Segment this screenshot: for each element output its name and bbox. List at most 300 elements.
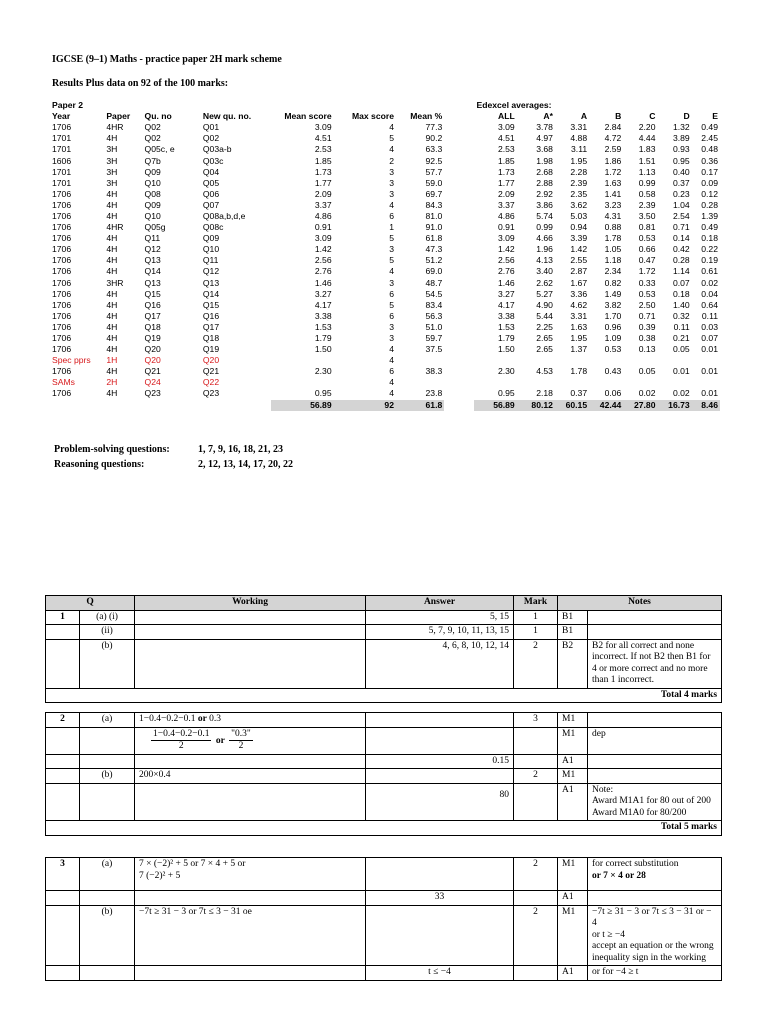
results-cell: 2.55 bbox=[570, 255, 588, 266]
results-cell: Q08c bbox=[202, 222, 224, 233]
q1-row-b bbox=[46, 639, 722, 688]
results-cell: 4H bbox=[106, 210, 118, 221]
working-cell bbox=[135, 754, 366, 769]
results-cell: 1706 bbox=[52, 388, 72, 399]
column-header: Max score bbox=[351, 111, 394, 122]
results-cell: 1.39 bbox=[701, 210, 718, 221]
results-cell: 2.65 bbox=[536, 333, 553, 344]
results-cell: 0.36 bbox=[701, 155, 718, 166]
results-cell: Q15 bbox=[144, 288, 161, 299]
results-cell: 1.73 bbox=[314, 166, 332, 177]
results-cell: 1706 bbox=[52, 188, 72, 199]
question-number bbox=[46, 727, 80, 754]
results-cell: 1.72 bbox=[638, 266, 656, 277]
results-cell: 3.62 bbox=[570, 199, 588, 210]
results-cell bbox=[692, 355, 720, 366]
results-cell: Q13 bbox=[144, 255, 161, 266]
problem-solving-label: Problem-solving questions: bbox=[54, 444, 170, 455]
results-cell: 1701 bbox=[52, 166, 72, 177]
results-cell: 0.38 bbox=[638, 333, 656, 344]
results-cell bbox=[444, 388, 474, 399]
results-cell: Q09 bbox=[202, 233, 220, 244]
results-cell: Q03c bbox=[202, 155, 224, 166]
problem-solving-row bbox=[54, 443, 293, 456]
column-header: Mean % bbox=[410, 111, 443, 122]
results-cell: 4HR bbox=[106, 122, 124, 133]
part-label bbox=[80, 966, 135, 981]
results-cell bbox=[444, 278, 474, 289]
results-cell: 57.7 bbox=[425, 166, 443, 177]
results-cell: 3.38 bbox=[497, 310, 515, 321]
results-cell: Q21 bbox=[144, 366, 161, 377]
results-cell: 4.88 bbox=[570, 133, 588, 144]
results-cell: Q10 bbox=[144, 177, 161, 188]
results-cell: 2H bbox=[106, 377, 118, 388]
results-cell: 0.39 bbox=[638, 321, 656, 332]
results-cell: 0.02 bbox=[672, 388, 690, 399]
fraction-denominator: 2 bbox=[238, 741, 244, 751]
results-cell: 1606 bbox=[52, 155, 72, 166]
results-cell: 4H bbox=[106, 388, 118, 399]
results-cell: 1.51 bbox=[638, 155, 656, 166]
results-cell: 3 bbox=[389, 166, 394, 177]
results-cell: 1701 bbox=[52, 144, 72, 155]
results-cell bbox=[271, 377, 333, 388]
results-cell: 1.46 bbox=[497, 277, 515, 288]
results-cell: 1706 bbox=[52, 266, 72, 277]
results-cell: 0.09 bbox=[701, 177, 718, 188]
mark-code: A1 bbox=[558, 783, 588, 821]
part-label: (a) bbox=[80, 713, 135, 728]
results-cell: 2.76 bbox=[314, 266, 332, 277]
mark-scheme-q3 bbox=[45, 857, 722, 981]
column-header: Mean score bbox=[284, 111, 332, 122]
results-cell: 5 bbox=[389, 233, 394, 244]
results-cell: 1.95 bbox=[570, 333, 588, 344]
results-cell: 4.62 bbox=[570, 299, 588, 310]
results-cell: 1706 bbox=[52, 255, 72, 266]
results-cell bbox=[658, 355, 692, 366]
results-cell bbox=[444, 167, 474, 178]
question-number bbox=[46, 754, 80, 769]
results-cell: Q14 bbox=[144, 266, 161, 277]
results-row bbox=[50, 377, 720, 388]
column-header: ALL bbox=[498, 111, 515, 122]
results-cell: 1706 bbox=[52, 299, 72, 310]
results-cell: Q12 bbox=[144, 244, 161, 255]
results-cell: 4H bbox=[106, 244, 118, 255]
results-cell: 63.3 bbox=[425, 144, 443, 155]
results-cell: Q02 bbox=[144, 133, 161, 144]
total-cell bbox=[201, 400, 271, 411]
results-cell: Spec pprs bbox=[52, 355, 91, 366]
header-working: Working bbox=[135, 596, 366, 611]
results-cell: Q18 bbox=[144, 321, 161, 332]
results-cell: 1701 bbox=[52, 133, 72, 144]
results-cell: 4.53 bbox=[536, 366, 553, 377]
q2-row-b1 bbox=[46, 769, 722, 784]
results-cell bbox=[444, 344, 474, 355]
results-cell: 2.20 bbox=[638, 122, 656, 133]
results-cell bbox=[444, 189, 474, 200]
results-cell: 0.07 bbox=[672, 277, 690, 288]
results-cell: 4H bbox=[106, 133, 118, 144]
results-cell: 47.3 bbox=[425, 244, 443, 255]
results-cell: 0.04 bbox=[701, 288, 718, 299]
mark-cell bbox=[514, 966, 558, 981]
answer-cell: 33 bbox=[366, 891, 514, 906]
results-cell: 0.01 bbox=[701, 388, 718, 399]
notes-cell: B2 for all correct and none incorrect. If not B2 then B1 for 4 or more correct and no more than 1 incorrect. bbox=[588, 639, 722, 688]
results-row bbox=[50, 311, 720, 322]
results-cell: 2.50 bbox=[638, 299, 656, 310]
question-number bbox=[46, 639, 80, 688]
results-cell: 1701 bbox=[52, 177, 72, 188]
results-cell: Q19 bbox=[202, 344, 220, 355]
results-cell: 1.05 bbox=[604, 244, 622, 255]
results-cell: 3.38 bbox=[314, 310, 332, 321]
results-cell: 4 bbox=[389, 199, 394, 210]
results-cell: 0.28 bbox=[672, 255, 690, 266]
results-cell: 69.7 bbox=[425, 188, 443, 199]
results-cell: 0.42 bbox=[672, 244, 690, 255]
results-cell: Q08a,b,d,e bbox=[202, 210, 246, 221]
working-cell: 200×0.4 bbox=[135, 769, 366, 784]
results-cell: 6 bbox=[389, 310, 394, 321]
total-marks: Total 5 marks bbox=[46, 821, 722, 836]
results-cell: 3.27 bbox=[314, 288, 332, 299]
results-cell: 1.42 bbox=[570, 244, 588, 255]
results-cell bbox=[444, 255, 474, 266]
results-table bbox=[50, 100, 720, 411]
q3-row-b2 bbox=[46, 966, 722, 981]
results-cell: 5.03 bbox=[570, 210, 588, 221]
results-cell: 0.37 bbox=[672, 177, 690, 188]
results-cell: Q17 bbox=[202, 321, 220, 332]
results-cell: 4.90 bbox=[536, 299, 553, 310]
results-cell: 1.96 bbox=[536, 244, 553, 255]
results-cell: Q16 bbox=[202, 310, 220, 321]
results-cell: 0.58 bbox=[638, 188, 656, 199]
mark-cell: 2 bbox=[514, 858, 558, 891]
results-cell bbox=[444, 222, 474, 233]
results-cell: 0.05 bbox=[638, 366, 656, 377]
answer-cell bbox=[366, 769, 514, 784]
results-cell bbox=[555, 377, 589, 388]
results-row bbox=[50, 344, 720, 355]
results-cell: 4.86 bbox=[497, 210, 515, 221]
results-cell: 5 bbox=[389, 255, 394, 266]
results-cell bbox=[444, 200, 474, 211]
results-cell: 2 bbox=[389, 155, 394, 166]
edexcel-averages-label: Edexcel averages: bbox=[476, 100, 552, 111]
working-cell bbox=[135, 966, 366, 981]
results-cell: Q7b bbox=[144, 155, 161, 166]
results-cell: Q02 bbox=[144, 122, 161, 133]
working-cell bbox=[135, 610, 366, 625]
part-label bbox=[80, 754, 135, 769]
results-cell: 51.0 bbox=[425, 321, 443, 332]
results-cell: 2.28 bbox=[570, 166, 588, 177]
results-cell: 1706 bbox=[52, 288, 72, 299]
results-cell bbox=[444, 300, 474, 311]
results-cell: 2.25 bbox=[536, 321, 553, 332]
note-line: or 7 × 4 or 28 bbox=[592, 870, 646, 881]
results-cell: 0.07 bbox=[701, 333, 718, 344]
results-cell: 4.72 bbox=[604, 133, 622, 144]
working-expression: 1−0.4−0.2−0.1 bbox=[139, 714, 196, 724]
notes-cell bbox=[588, 625, 722, 640]
note-line: for correct substitution bbox=[592, 859, 679, 869]
question-types bbox=[52, 441, 295, 473]
column-header bbox=[444, 111, 474, 122]
results-cell bbox=[444, 233, 474, 244]
note-line: Award M1A1 for 80 out of 200 bbox=[592, 796, 711, 806]
results-cell: 5 bbox=[389, 299, 394, 310]
results-cell: 1.67 bbox=[570, 277, 588, 288]
results-totals-row bbox=[50, 400, 720, 411]
results-cell: Q20 bbox=[144, 355, 161, 366]
results-cell: Q22 bbox=[202, 377, 220, 388]
document-title: IGCSE (9–1) Maths - practice paper 2H mark scheme bbox=[52, 54, 282, 65]
results-cell: Q11 bbox=[202, 255, 219, 266]
results-row bbox=[50, 355, 720, 366]
results-cell: Q08 bbox=[144, 188, 161, 199]
results-cell: 0.88 bbox=[604, 222, 622, 233]
fraction bbox=[151, 729, 211, 753]
results-row bbox=[50, 200, 720, 211]
results-cell: 0.91 bbox=[497, 222, 515, 233]
results-cell bbox=[444, 178, 474, 189]
results-row bbox=[50, 300, 720, 311]
mark-code: A1 bbox=[558, 966, 588, 981]
results-row bbox=[50, 122, 720, 133]
total-cell bbox=[104, 400, 142, 411]
results-cell: 0.11 bbox=[673, 321, 690, 332]
results-cell: 3 bbox=[389, 333, 394, 344]
results-row bbox=[50, 266, 720, 277]
results-cell: 69.0 bbox=[425, 266, 443, 277]
results-cell: 4 bbox=[389, 344, 394, 355]
paper-label: Paper 2 bbox=[52, 100, 84, 111]
answer-cell: 5, 7, 9, 10, 11, 13, 15 bbox=[366, 625, 514, 640]
q2-row-a3 bbox=[46, 754, 722, 769]
results-cell: 4H bbox=[106, 266, 118, 277]
results-cell: 0.05 bbox=[672, 344, 690, 355]
results-cell bbox=[444, 289, 474, 300]
mark-cell: 1 bbox=[514, 610, 558, 625]
results-cell bbox=[444, 155, 474, 166]
results-cell: 2.87 bbox=[570, 266, 588, 277]
results-cell: Q02 bbox=[202, 133, 220, 144]
results-column-headers bbox=[50, 111, 720, 122]
column-header: D bbox=[683, 111, 690, 122]
results-cell bbox=[474, 355, 516, 366]
results-cell: 2.35 bbox=[570, 188, 588, 199]
results-cell: 0.06 bbox=[604, 388, 622, 399]
part-label: (a) bbox=[80, 858, 135, 891]
results-cell: 3.39 bbox=[570, 233, 588, 244]
results-cell: 0.95 bbox=[314, 388, 332, 399]
results-cell: 83.4 bbox=[425, 299, 443, 310]
question-number bbox=[46, 783, 80, 821]
total-cell: 92 bbox=[334, 400, 396, 411]
total-cell bbox=[143, 400, 201, 411]
results-plus-title: Results Plus data on 92 of the 100 marks: bbox=[52, 78, 229, 89]
results-cell: 2.45 bbox=[701, 133, 718, 144]
part-label bbox=[80, 727, 135, 754]
results-cell: 1.14 bbox=[672, 266, 690, 277]
results-cell bbox=[692, 377, 720, 388]
fraction-denominator: 2 bbox=[178, 741, 184, 751]
working-cell bbox=[135, 858, 366, 891]
results-cell: 0.11 bbox=[701, 310, 718, 321]
question-number bbox=[46, 905, 80, 966]
results-cell: Q10 bbox=[144, 210, 161, 221]
results-cell: 4H bbox=[106, 333, 118, 344]
results-cell: 1.95 bbox=[570, 155, 588, 166]
mark-cell bbox=[514, 754, 558, 769]
fraction-numerator: "0.3" bbox=[229, 729, 253, 742]
results-cell: 3 bbox=[389, 277, 394, 288]
results-cell: 0.66 bbox=[638, 244, 656, 255]
results-cell: 5.74 bbox=[536, 210, 553, 221]
results-cell: 3.09 bbox=[497, 122, 515, 133]
results-cell: 0.53 bbox=[604, 344, 622, 355]
results-cell bbox=[444, 244, 474, 255]
results-cell: 1.77 bbox=[497, 177, 515, 188]
results-cell: 0.48 bbox=[701, 144, 718, 155]
results-cell: 1.73 bbox=[497, 166, 515, 177]
question-number: 2 bbox=[46, 713, 80, 728]
results-cell: 1706 bbox=[52, 210, 72, 221]
results-cell: 3.09 bbox=[497, 233, 515, 244]
q1-row-a-ii bbox=[46, 625, 722, 640]
results-cell: 1706 bbox=[52, 233, 72, 244]
results-cell: 0.33 bbox=[638, 277, 656, 288]
results-cell: 4H bbox=[106, 321, 118, 332]
results-cell: 1.83 bbox=[638, 144, 656, 155]
fraction-numerator: 1−0.4−0.2−0.1 bbox=[151, 729, 211, 742]
working-cell bbox=[135, 639, 366, 688]
results-cell: 3.40 bbox=[536, 266, 553, 277]
part-label: (b) bbox=[80, 639, 135, 688]
results-cell: 0.64 bbox=[701, 299, 718, 310]
results-cell: 1.53 bbox=[314, 321, 332, 332]
results-cell: 0.71 bbox=[638, 310, 656, 321]
results-cell: Q15 bbox=[202, 299, 220, 310]
results-cell: Q01 bbox=[202, 122, 220, 133]
results-row bbox=[50, 333, 720, 344]
results-cell: 23.8 bbox=[425, 388, 443, 399]
results-cell: Q04 bbox=[202, 166, 220, 177]
column-header: E bbox=[712, 111, 718, 122]
results-cell: 2.84 bbox=[604, 122, 622, 133]
answer-cell: 80 bbox=[366, 783, 514, 821]
results-cell: 2.59 bbox=[604, 144, 622, 155]
results-cell bbox=[444, 211, 474, 222]
total-cell: 42.44 bbox=[589, 400, 623, 411]
results-cell: 3.68 bbox=[536, 144, 553, 155]
results-cell: 4H bbox=[106, 344, 118, 355]
column-header: New qu. no. bbox=[202, 111, 252, 122]
results-cell: Q09 bbox=[144, 199, 161, 210]
header-mark: Mark bbox=[514, 596, 558, 611]
note-line: accept an equation or the wrong inequality sign in the working bbox=[592, 941, 714, 963]
results-row bbox=[50, 189, 720, 200]
q3-row-a2 bbox=[46, 891, 722, 906]
results-cell: 3H bbox=[106, 166, 118, 177]
question-number bbox=[46, 625, 80, 640]
results-cell bbox=[444, 377, 474, 388]
working-alt: 0.3 bbox=[209, 714, 222, 724]
results-cell: 56.3 bbox=[425, 310, 443, 321]
results-cell bbox=[444, 144, 474, 155]
mark-scheme-q1 bbox=[45, 595, 722, 703]
mark-code: A1 bbox=[558, 754, 588, 769]
mark-cell: 2 bbox=[514, 769, 558, 784]
working-line: 7 (−2)² + 5 bbox=[139, 870, 181, 881]
results-cell: 1.77 bbox=[314, 177, 332, 188]
results-row bbox=[50, 155, 720, 166]
notes-cell bbox=[588, 783, 722, 821]
results-cell: 1.04 bbox=[672, 199, 690, 210]
results-cell: 4.66 bbox=[536, 233, 553, 244]
notes-cell bbox=[588, 891, 722, 906]
results-cell: 4 bbox=[389, 355, 394, 366]
results-cell: 1.63 bbox=[570, 321, 588, 332]
results-cell: 91.0 bbox=[425, 222, 443, 233]
results-cell: 0.32 bbox=[672, 310, 690, 321]
total-cell: 56.89 bbox=[474, 400, 516, 411]
results-cell: 1706 bbox=[52, 344, 72, 355]
results-cell: Q06 bbox=[202, 188, 220, 199]
results-cell: 3HR bbox=[106, 277, 124, 288]
results-cell: 0.03 bbox=[701, 321, 718, 332]
results-cell: 3.36 bbox=[570, 288, 588, 299]
answer-cell: 4, 6, 8, 10, 12, 14 bbox=[366, 639, 514, 688]
total-cell: 80.12 bbox=[517, 400, 555, 411]
notes-cell bbox=[588, 713, 722, 728]
results-cell: 0.53 bbox=[638, 288, 656, 299]
results-cell: 0.93 bbox=[672, 144, 690, 155]
total-cell bbox=[444, 400, 474, 411]
results-cell: 1.79 bbox=[497, 333, 515, 344]
working-cell: −7t ≥ 31 − 3 or 7t ≤ 3 − 31 oe bbox=[135, 905, 366, 966]
results-cell: 1.85 bbox=[314, 155, 332, 166]
results-cell: 92.5 bbox=[425, 155, 443, 166]
question-number bbox=[46, 966, 80, 981]
answer-cell bbox=[366, 727, 514, 754]
results-cell: 1.72 bbox=[604, 166, 622, 177]
results-cell: Q21 bbox=[202, 366, 220, 377]
results-cell bbox=[444, 322, 474, 333]
results-cell: 5.44 bbox=[536, 310, 553, 321]
column-header: Qu. no bbox=[144, 111, 172, 122]
results-cell bbox=[589, 355, 623, 366]
notes-cell: or for −4 ≥ t bbox=[588, 966, 722, 981]
results-row bbox=[50, 388, 720, 399]
total-cell bbox=[50, 400, 104, 411]
total-cell: 61.8 bbox=[396, 400, 444, 411]
part-label: (b) bbox=[80, 905, 135, 966]
mark-code: M1 bbox=[558, 905, 588, 966]
total-cell: 60.15 bbox=[555, 400, 589, 411]
note-title: Note: bbox=[592, 784, 614, 795]
results-cell: 90.2 bbox=[425, 133, 443, 144]
or-word: or bbox=[215, 735, 225, 746]
results-cell: 0.19 bbox=[701, 255, 718, 266]
